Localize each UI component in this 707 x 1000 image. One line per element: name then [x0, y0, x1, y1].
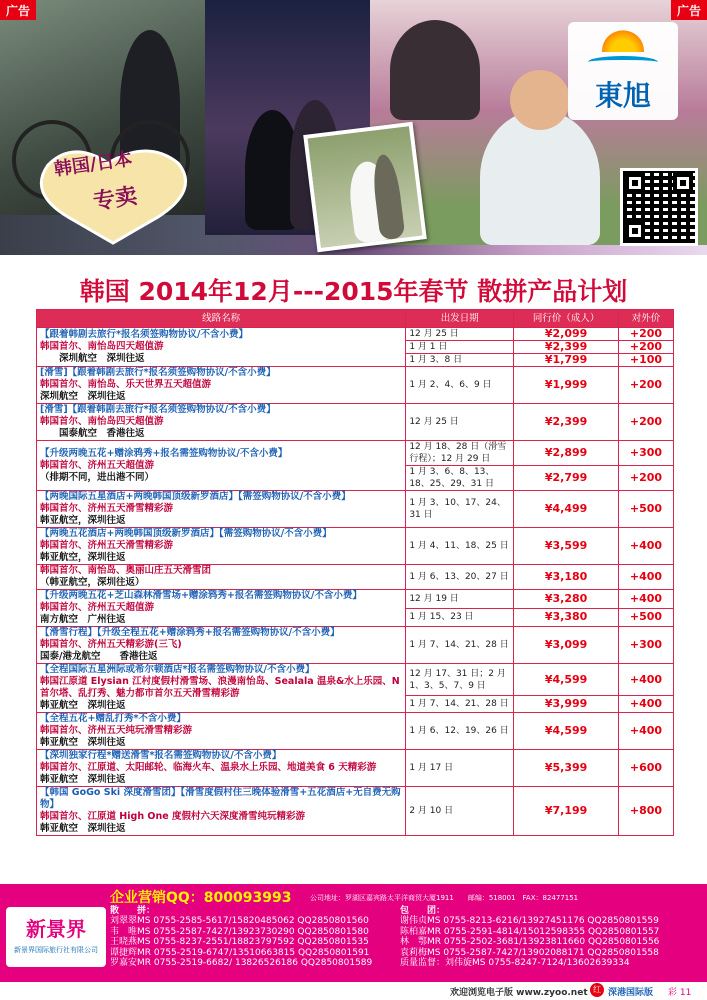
table-row [37, 590, 674, 609]
route-line: 韩国首尔、济州五天纯玩滑雪精彩游 [40, 725, 193, 736]
retail-markup: +200 [619, 341, 674, 354]
page-number: 彩 11 [668, 988, 692, 998]
departure-date: 1 月 2、4、6、9 日 [406, 367, 514, 404]
group-price: ¥3,280 [514, 590, 619, 609]
header-diff: 对外价 [619, 310, 674, 328]
route-line: 韩国首尔、济州五天超值游 [40, 459, 155, 471]
route-line: 【深圳独家行程*赠送滑雪*报名需签购物协议/不含小费】 [40, 750, 282, 761]
departure-date: 1 月 3、10、17、24、31 日 [406, 491, 514, 528]
route-line: 【两晚国际五星酒店+两晚韩国顶级新罗酒店】【需签购物协议/不含小费】 [40, 491, 351, 502]
retail-markup: +400 [619, 713, 674, 750]
route-line: 韩亚航空，深圳往返 [40, 515, 126, 526]
route-line: 韩国首尔、济州五天超值游 [40, 602, 155, 613]
company-logo: 東旭 [568, 22, 678, 120]
ad-label-left: 广告 [0, 0, 36, 20]
qq-contact: 企业营销QQ：800093993 [110, 890, 292, 906]
route-cell [37, 750, 406, 787]
retail-markup: +200 [619, 466, 674, 491]
edition-name: 深港国际版 [608, 988, 654, 998]
qr-code [620, 168, 698, 246]
route-line: 韩国首尔、南怡岛四天超值游 [40, 416, 164, 427]
company-address: 公司地址：罗湖区嘉宾路太平洋商贸大厦1911 邮编：518001 FAX：82477151 [310, 894, 579, 902]
group-price: ¥2,799 [514, 466, 619, 491]
retail-markup: +500 [619, 491, 674, 528]
table-row [37, 404, 674, 441]
route-line: （韩亚航空，深圳往返） [40, 577, 145, 588]
route-cell [37, 565, 406, 590]
header-price: 同行价（成人） [514, 310, 619, 328]
group-price: ¥3,180 [514, 565, 619, 590]
route-line: 韩国首尔、南怡岛、奥丽山庄五天滑雪团 [40, 565, 212, 576]
route-line: 【跟着韩剧去旅行*报名须签购物协议/不含小费】 [40, 329, 248, 340]
page-title: 韩国 2014年12月---2015年春节 散拼产品计划 [79, 277, 628, 306]
heart-line1: 韩国/日本 [52, 148, 134, 181]
route-line: 韩亚航空 深圳往返 [40, 774, 126, 785]
retail-markup: +800 [619, 787, 674, 836]
route-line: 【升级两晚五花+芝山森林滑雪场+赠涂鸦秀+报名需签购物协议/不含小费】 [40, 590, 362, 601]
table-row [37, 713, 674, 750]
departure-date: 12 月 18、28 日（滑雪行程）；12 月 29 日 [406, 441, 514, 466]
table-row [37, 627, 674, 664]
route-line: 【升级两晚五花+赠涂鸦秀+报名需签购物协议/不含小费】 [40, 447, 288, 459]
group-price: ¥1,999 [514, 367, 619, 404]
ad-label-right: 广告 [671, 0, 707, 20]
brand-name: 新景界 [26, 917, 86, 941]
route-cell [37, 404, 406, 441]
departure-date: 1 月 4、11、18、25 日 [406, 528, 514, 565]
group-price: ¥2,399 [514, 341, 619, 354]
retail-markup: +400 [619, 696, 674, 713]
route-cell [37, 664, 406, 713]
retail-markup: +400 [619, 664, 674, 696]
departure-date: 12 月 19 日 [406, 590, 514, 609]
route-line: 韩国首尔、济州五天精彩游(三飞) [40, 639, 182, 650]
group-price: ¥5,399 [514, 750, 619, 787]
retail-markup: +400 [619, 590, 674, 609]
route-cell [37, 787, 406, 836]
pack-contact: 林 鄂MR 0755-2502-3681/13923811660 QQ2850801556 [400, 937, 660, 947]
group-price: ¥7,199 [514, 787, 619, 836]
route-line: 韩国首尔、南怡岛、乐天世界五天超值游 [40, 379, 212, 390]
group-price: ¥2,099 [514, 328, 619, 341]
departure-date: 12 月 25 日 [406, 404, 514, 441]
route-line: 【滑雪行程】【升级全程五花+赠涂鸦秀+报名需签购物协议/不含小费】 [40, 627, 340, 638]
route-line: 韩国首尔、南怡岛四天超值游 [40, 341, 164, 352]
departure-date: 1 月 1 日 [406, 341, 514, 354]
table-header-row [37, 310, 674, 328]
route-line: 【全程国际五星洲际或希尔顿酒店*报名需签购物协议/不含小费】 [40, 664, 315, 675]
route-line: （排期不同，进出港不同） [40, 471, 155, 483]
retail-markup: +300 [619, 627, 674, 664]
departure-date: 12 月 17、31 日；2 月 1、3、5、7、9 日 [406, 664, 514, 696]
retail-markup: +100 [619, 354, 674, 367]
pack-contact: 谢伟贞MS 0755-8213-6216/13927451176 QQ2850801559 [400, 916, 659, 926]
edition-badge: 红 [590, 983, 604, 997]
group-price: ¥3,999 [514, 696, 619, 713]
retail-markup: +200 [619, 404, 674, 441]
route-line: 韩国首尔、济州五天滑雪精彩游 [40, 540, 174, 551]
group-price: ¥4,599 [514, 713, 619, 750]
route-cell [37, 528, 406, 565]
route-cell [37, 367, 406, 404]
route-line: 【韩国 GoGo Ski 深度滑雪团】【滑雪度假村住三晚体验滑雪+五花酒店+无自费无购物】 [40, 787, 401, 810]
departure-date: 1 月 17 日 [406, 750, 514, 787]
heart-line2: 专卖 [91, 184, 139, 215]
table-row [37, 787, 674, 836]
departure-date: 1 月 7、14、21、28 日 [406, 696, 514, 713]
route-cell [37, 441, 406, 491]
brand-logo [6, 907, 106, 967]
group-price: ¥2,899 [514, 441, 619, 466]
retail-markup: +200 [619, 328, 674, 341]
route-cell [37, 627, 406, 664]
retail-markup: +400 [619, 565, 674, 590]
route-cell [37, 713, 406, 750]
bottom-bar [0, 982, 707, 1000]
sales-contact: 谭捷辉MR 0755-2519-6747/13510663815 QQ2850801591 [110, 947, 370, 958]
pack-label: 包 团： [400, 906, 446, 916]
departure-date: 1 月 15、23 日 [406, 608, 514, 627]
route-line: 韩亚航空，深圳往返 [40, 552, 126, 563]
pack-contact: 陈柏嘉MR 0755-2591-4814/15012598355 QQ2850801557 [400, 926, 660, 937]
route-line: 韩亚航空 深圳往返 [40, 700, 126, 711]
table-row [37, 328, 674, 341]
banner-photo-collage [0, 0, 707, 255]
departure-date: 1 月 3、6、8、13、18、25、29、31 日 [406, 466, 514, 491]
group-price: ¥2,399 [514, 404, 619, 441]
route-line: [滑雪]【跟着韩剧去旅行*报名须签购物协议/不含小费】 [40, 404, 276, 415]
sun-icon [602, 30, 644, 52]
group-price: ¥1,799 [514, 354, 619, 367]
route-line: 韩国首尔、济州五天滑雪精彩游 [40, 503, 174, 514]
wave-icon [588, 56, 658, 68]
departure-date: 1 月 6、13、20、27 日 [406, 565, 514, 590]
route-line: 深圳航空 深圳往返 [40, 353, 145, 364]
route-line: 国泰航空 香港往返 [40, 428, 145, 439]
departure-date: 1 月 7、14、21、28 日 [406, 627, 514, 664]
sales-label: 散 拼： [110, 906, 156, 916]
route-cell [37, 328, 406, 367]
route-line: 韩亚航空 深圳往返 [40, 737, 126, 748]
table-row [37, 565, 674, 590]
departure-date: 1 月 6、12、19、26 日 [406, 713, 514, 750]
route-line: 南方航空 广州往返 [40, 614, 126, 625]
table-row [37, 441, 674, 466]
route-line: [滑雪]【跟着韩剧去旅行*报名须签购物协议/不含小费】 [40, 367, 276, 378]
route-line: 深圳航空 深圳往返 [40, 391, 126, 402]
table-row [37, 664, 674, 696]
departure-date: 2 月 10 日 [406, 787, 514, 836]
group-price: ¥4,499 [514, 491, 619, 528]
header-date: 出发日期 [406, 310, 514, 328]
retail-markup: +600 [619, 750, 674, 787]
route-line: 韩亚航空 深圳往返 [40, 823, 126, 834]
sales-contact: 王晓燕MS 0755-8237-2551/18823797592 QQ2850801535 [110, 937, 369, 947]
route-cell [37, 590, 406, 627]
route-line: 韩国江原道 Elysian 江村度假村滑雪场、浪漫南怡岛、Sealala 温泉&水上乐园、N 首尔塔、乱打秀、魅力都市首尔五天滑雪精彩游 [40, 676, 400, 699]
route-line: 韩国首尔、江原道 High One 度假村六天深度滑雪纯玩精彩游 [40, 811, 305, 822]
group-price: ¥3,099 [514, 627, 619, 664]
route-cell [37, 491, 406, 528]
route-line: 韩国首尔、江原道、太阳邮轮、临海火车、温泉水上乐园、地道美食 6 天精彩游 [40, 762, 377, 773]
route-line: 【全程五花+赠乱打秀*不含小费】 [40, 713, 186, 724]
group-price: ¥4,599 [514, 664, 619, 696]
header-route: 线路名称 [37, 310, 406, 328]
table-row [37, 367, 674, 404]
retail-markup: +200 [619, 367, 674, 404]
table-row [37, 491, 674, 528]
group-price: ¥3,380 [514, 608, 619, 627]
pack-contact: 质量监督：刘伟旋MS 0755-8247-7124/13602639334 [400, 958, 630, 968]
route-line: 【两晚五花酒店+两晚韩国顶级新罗酒店】【需签购物协议/不含小费】 [40, 528, 332, 539]
contact-list [110, 906, 707, 980]
brand-subtitle: 新景界国际旅行社有限公司 [14, 946, 98, 954]
retail-markup: +400 [619, 528, 674, 565]
sales-contact: 罗嘉安MR 0755-2519-6682/ 13826526186 QQ2850801589 [110, 958, 373, 968]
wedding-photo [303, 122, 427, 253]
sales-contact: 韦 唯MS 0755-2587-7427/13923730290 QQ2850801580 [110, 926, 369, 937]
retail-markup: +500 [619, 608, 674, 627]
product-table [36, 309, 674, 836]
retail-markup: +300 [619, 441, 674, 466]
departure-date: 12 月 25 日 [406, 328, 514, 341]
group-price: ¥3,599 [514, 528, 619, 565]
sales-contact: 刘翠翠MS 0755-2585-5617/15820485062 QQ2850801560 [110, 916, 369, 926]
table-row [37, 750, 674, 787]
table-row [37, 528, 674, 565]
pack-contact: 袁莉梅MS 0755-2587-7427/13902088171 QQ2850801558 [400, 947, 659, 958]
bottom-site: 欢迎浏览电子版 www.zyoo.net [450, 988, 588, 998]
departure-date: 1 月 3、8 日 [406, 354, 514, 367]
route-line: 国泰/港龙航空 香港往返 [40, 651, 158, 662]
